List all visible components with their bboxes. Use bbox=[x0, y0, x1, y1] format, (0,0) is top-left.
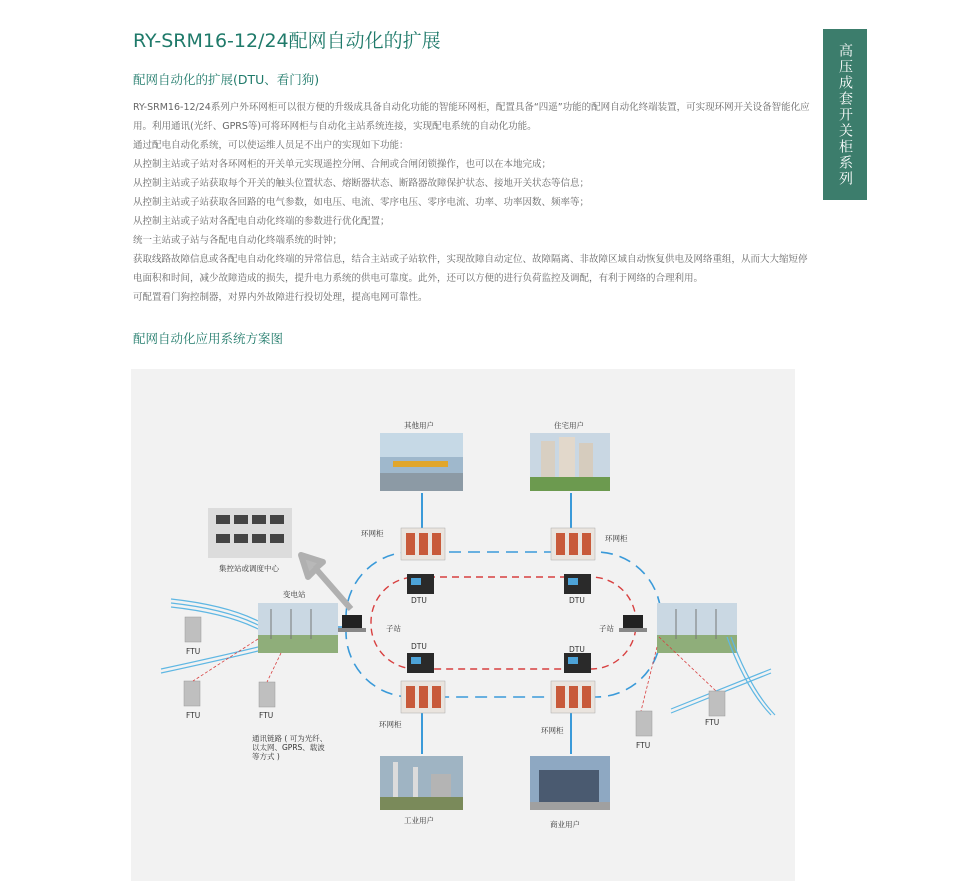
paragraph: 从控制主站或子站对各配电自动化终端的参数进行优化配置； bbox=[133, 216, 390, 227]
uplink-arrow bbox=[301, 555, 351, 609]
paragraph: 可配置看门狗控制器，对界内外故障进行投切处理，提高电网可靠性。 bbox=[133, 292, 428, 303]
residential-users-photo bbox=[530, 433, 610, 491]
ring-cabinet-top-left bbox=[401, 528, 445, 560]
ftu-label: FTU bbox=[186, 711, 201, 720]
residential-users-label: 住宅用户 bbox=[554, 421, 584, 430]
paragraph: 通过配电自动化系统，可以使运维人员足不出户的实现如下功能： bbox=[133, 140, 409, 151]
description-text bbox=[133, 98, 813, 307]
ftu-cabinet-icon bbox=[185, 617, 201, 642]
paragraph: 从控制主站或子站获取各回路的电气参数，如电压、电流、零序电压、零序电流、功率、功率因数、频率等； bbox=[133, 197, 590, 208]
ring-cabinet-bottom-right bbox=[551, 681, 595, 713]
control-center-photo bbox=[208, 508, 292, 558]
comm-link-label: 以太网、GPRS、载波 bbox=[252, 743, 325, 752]
ftu-label: FTU bbox=[259, 711, 274, 720]
other-users-photo bbox=[380, 433, 463, 491]
ring-cabinet-top-right bbox=[551, 528, 595, 560]
comm-link-label: 通讯链路 ( 可为光纤、 bbox=[252, 734, 328, 743]
laptop-icon bbox=[619, 615, 647, 632]
paragraph: 从控制主站或子站获取每个开关的触头位置状态、熔断器状态、断路器故障保护状态、接地开关状态等信息； bbox=[133, 178, 590, 189]
paragraph: RY-SRM16-12/24系列户外环网柜可以很方便的升级成具备自动化功能的智能环网柜，配置具备“四遥”功能的配网自动化终端装置，可实现环网开关设备智能化应用。利用通讯(光纤、GPRS等)可将环网柜与自动化主站系统连接，实现配电系统的自动化功能。 bbox=[133, 102, 810, 132]
power-line bbox=[161, 647, 258, 669]
control-center-label: 集控站或调度中心 bbox=[219, 564, 279, 573]
laptop-icon bbox=[338, 615, 366, 632]
ring-cabinet-label: 环网柜 bbox=[379, 720, 402, 729]
ftu-cabinet-icon bbox=[184, 681, 200, 706]
commercial-users-photo bbox=[530, 756, 610, 810]
ring-cabinet-label: 环网柜 bbox=[361, 529, 384, 538]
dtu-label: DTU bbox=[411, 596, 427, 605]
industrial-users-label: 工业用户 bbox=[404, 816, 434, 825]
ftu-label: FTU bbox=[636, 741, 651, 750]
dtu-label: DTU bbox=[569, 645, 585, 654]
side-category-label: 高压成套开关柜系列 bbox=[837, 43, 853, 187]
side-category-tab[interactable] bbox=[823, 29, 867, 200]
other-users-label: 其他用户 bbox=[404, 421, 434, 430]
dtu-screen bbox=[568, 578, 578, 585]
dtu-label: DTU bbox=[411, 642, 427, 651]
ftu-cabinet-icon bbox=[259, 682, 275, 707]
substation-right-photo bbox=[657, 603, 737, 653]
commercial-users-label: 商业用户 bbox=[550, 820, 580, 829]
paragraph: 统一主站或子站与各配电自动化终端系统的时钟； bbox=[133, 235, 343, 246]
comm-link-label: 等方式 ) bbox=[252, 752, 280, 761]
page-title: RY-SRM16-12/24配网自动化的扩展 bbox=[133, 30, 441, 52]
ftu-label: FTU bbox=[186, 647, 201, 656]
dtu-label: DTU bbox=[569, 596, 585, 605]
sub-station-label: 子站 bbox=[599, 624, 614, 633]
substation-label: 变电站 bbox=[283, 590, 306, 599]
dtu-screen bbox=[568, 657, 578, 664]
ftu-label: FTU bbox=[705, 718, 720, 727]
system-scheme-diagram bbox=[131, 369, 795, 881]
paragraph: 获取线路故障信息或各配电自动化终端的异常信息，结合主站或子站软件，实现故障自动定位、故障隔离、非故障区域自动恢复供电及网络重组，从而大大缩短停电面积和时间，减少故障造成的损失，提升电力系统的供电可靠度。此外，还可以方便的进行负荷监控及调配，有利于网络的合理利用。 bbox=[133, 254, 808, 284]
substation-left-photo bbox=[258, 603, 338, 653]
ftu-cabinet-icon bbox=[709, 691, 725, 716]
power-line bbox=[161, 651, 258, 673]
ftu-cabinet-icon bbox=[636, 711, 652, 736]
industrial-users-photo bbox=[380, 756, 463, 810]
comm-dashed-line bbox=[267, 653, 281, 682]
dtu-screen bbox=[411, 657, 421, 664]
section-title-extension: 配网自动化的扩展(DTU、看门狗) bbox=[133, 72, 320, 87]
ring-cabinet-bottom-left bbox=[401, 681, 445, 713]
ring-cabinet-label: 环网柜 bbox=[605, 534, 628, 543]
ring-cabinet-label: 环网柜 bbox=[541, 726, 564, 735]
sub-station-label: 子站 bbox=[386, 624, 401, 633]
paragraph: 从控制主站或子站对各环网柜的开关单元实现遥控分闸、合闸或合闸闭锁操作，也可以在本地完成； bbox=[133, 159, 552, 170]
dtu-screen bbox=[411, 578, 421, 585]
comm-dashed-line bbox=[641, 647, 657, 711]
section-title-scheme: 配网自动化应用系统方案图 bbox=[133, 331, 284, 346]
